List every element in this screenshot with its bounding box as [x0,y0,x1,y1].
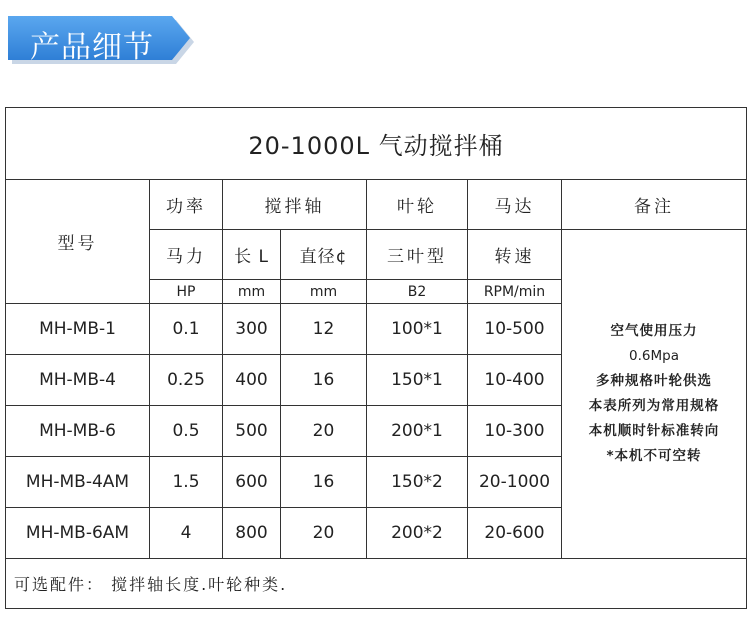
note-line: 多种规格叶轮供选 [596,373,712,389]
cell-hp: 4 [150,508,223,559]
section-banner [8,14,198,66]
cell-model: MH-MB-6 [6,406,150,457]
header-remark: 备注 [562,180,747,230]
unit-impeller: B2 [367,280,468,304]
spec-table [5,107,747,609]
cell-model: MH-MB-4AM [6,457,150,508]
cell-hp: 1.5 [150,457,223,508]
subheader-diameter: 直径¢ [281,230,367,280]
cell-length: 800 [223,508,281,559]
cell-diameter: 16 [281,457,367,508]
cell-length: 300 [223,304,281,355]
cell-diameter: 20 [281,406,367,457]
header-motor: 马达 [468,180,562,230]
unit-diameter: mm [281,280,367,304]
cell-speed: 10-300 [468,406,562,457]
cell-impeller: 150*1 [367,355,468,406]
note-line: 本机顺时针标准转向 [588,423,720,439]
cell-speed: 20-1000 [468,457,562,508]
cell-hp: 0.5 [150,406,223,457]
cell-diameter: 12 [281,304,367,355]
cell-impeller: 150*2 [367,457,468,508]
unit-hp: HP [150,280,223,304]
cell-model: MH-MB-1 [6,304,150,355]
cell-impeller: 200*1 [367,406,468,457]
banner-title: 产品细节 [30,30,154,65]
cell-speed: 10-400 [468,355,562,406]
subheader-three-blade: 三叶型 [367,230,468,280]
table-title: 20-1000L 气动搅拌桶 [6,108,747,180]
unit-length: mm [223,280,281,304]
cell-model: MH-MB-4 [6,355,150,406]
cell-impeller: 200*2 [367,508,468,559]
subheader-speed: 转速 [468,230,562,280]
cell-length: 600 [223,457,281,508]
cell-hp: 0.25 [150,355,223,406]
cell-hp: 0.1 [150,304,223,355]
note-line: 空气使用压力 [610,323,698,339]
cell-model: MH-MB-6AM [6,508,150,559]
cell-speed: 20-600 [468,508,562,559]
cell-diameter: 16 [281,355,367,406]
header-impeller: 叶轮 [367,180,468,230]
cell-length: 400 [223,355,281,406]
header-power: 功率 [150,180,223,230]
cell-impeller: 100*1 [367,304,468,355]
optional-accessories-note: 可选配件： 搅拌轴长度.叶轮种类. [6,559,747,609]
cell-diameter: 20 [281,508,367,559]
cell-speed: 10-500 [468,304,562,355]
remark-notes [562,230,747,559]
note-line: 0.6Mpa [629,348,679,364]
cell-length: 500 [223,406,281,457]
header-model: 型号 [6,180,150,304]
subheader-horsepower: 马力 [150,230,223,280]
unit-speed: RPM/min [468,280,562,304]
note-line: *本机不可空转 [606,448,702,464]
header-shaft: 搅拌轴 [223,180,367,230]
subheader-length: 长 L [223,230,281,280]
note-line: 本表所列为常用规格 [588,398,720,414]
